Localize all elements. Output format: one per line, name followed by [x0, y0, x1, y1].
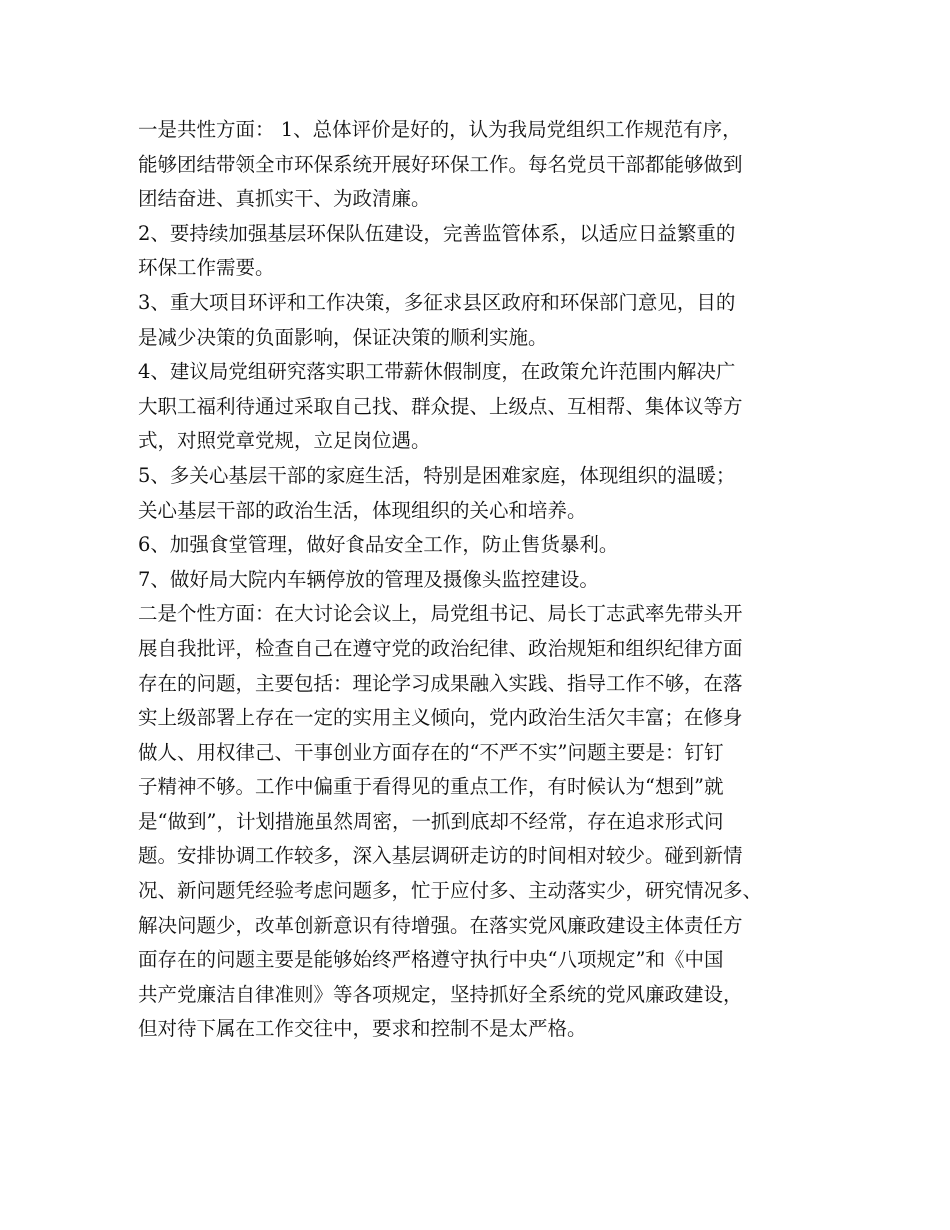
text-line: 实上级部署上存在一定的实用主义倾向，党内政治生活欠丰富；在修身	[138, 706, 743, 730]
text-line: 做人、用权律己、干事创业方面存在的“不严不实”问题主要是：钉钉	[138, 740, 724, 764]
document-body	[138, 113, 828, 1047]
text-line: 7、做好局大院内车辆停放的管理及摄像头监控建设。	[138, 567, 599, 591]
text-line: 子精神不够。工作中偏重于看得见的重点工作，有时候认为“想到”就	[138, 775, 724, 799]
text-line: 况、新问题凭经验考虑问题多，忙于应付多、主动落实少，研究情况多、	[138, 879, 763, 903]
text-line: 式，对照党章党规，立足岗位遇。	[138, 429, 431, 453]
text-line: 团结奋进、真抓实干、为政清廉。	[138, 187, 431, 211]
text-line: 5、多关心基层干部的家庭生活，特别是困难家庭，体现组织的温暖；	[138, 463, 736, 487]
text-line: 存在的问题，主要包括：理论学习成果融入实践、指导工作不够，在落	[138, 671, 743, 695]
text-line: 大职工福利待通过采取自己找、群众提、上级点、互相帮、集体议等方	[138, 394, 743, 418]
text-line: 能够团结带领全市环保系统开展好环保工作。每名党员干部都能够做到	[138, 152, 743, 176]
text-line: 题。安排协调工作较多，深入基层调研走访的时间相对较少。碰到新情	[138, 844, 743, 868]
text-line: 是减少决策的负面影响，保证决策的顺利实施。	[138, 325, 548, 349]
text-line: 4、建议局党组研究落实职工带薪休假制度，在政策允许范围内解决广	[138, 360, 736, 384]
text-line: 6、加强食堂管理，做好食品安全工作，防止售货暴利。	[138, 533, 619, 557]
text-line: 关心基层干部的政治生活，体现组织的关心和培养。	[138, 498, 587, 522]
text-line: 共产党廉洁自律准则》等各项规定，坚持抓好全系统的党风廉政建设，	[138, 982, 743, 1006]
text-line: 解决问题少，改革创新意识有待增强。在落实党风廉政建设主体责任方	[138, 913, 743, 937]
text-line: 但对待下属在工作交往中，要求和控制不是太严格。	[138, 1017, 587, 1041]
text-line: 2、要持续加强基层环保队伍建设，完善监管体系，以适应日益繁重的	[138, 221, 736, 245]
text-line: 二是个性方面：在大讨论会议上，局党组书记、局长丁志武率先带头开	[138, 602, 743, 626]
text-line: 3、重大项目环评和工作决策，多征求县区政府和环保部门意见，目的	[138, 290, 736, 314]
text-line: 环保工作需要。	[138, 256, 275, 280]
text-line: 展自我批评，检查自己在遵守党的政治纪律、政治规矩和组织纪律方面	[138, 636, 743, 660]
text-line: 一是共性方面： 1、总体评价是好的，认为我局党组织工作规范有序，	[138, 118, 742, 141]
text-line: 是“做到”，计划措施虽然周密，一抓到底却不经常，存在追求形式问	[138, 809, 724, 833]
text-line: 面存在的问题主要是能够始终严格遵守执行中央“八项规定”和《中国	[138, 948, 724, 972]
